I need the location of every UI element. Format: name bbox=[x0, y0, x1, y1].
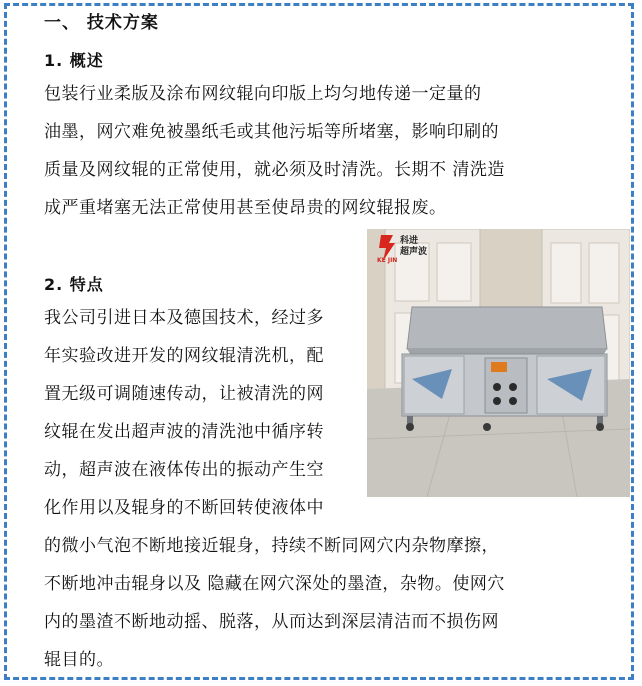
section-title: 一、 技术方案 bbox=[44, 13, 159, 33]
features-line: 辊目的。 bbox=[44, 650, 114, 670]
features-line: 年实验改进开发的网纹辊清洗机，配 bbox=[44, 346, 324, 366]
overview-line: 油墨，网穴难免被墨纸毛或其他污垢等所堵塞，影响印刷的 bbox=[44, 122, 499, 142]
features-line: 内的墨渣不断地动摇、脱落，从而达到深层清洁而不损伤网 bbox=[44, 612, 499, 632]
overview-heading: 1. 概述 bbox=[44, 51, 104, 70]
features-line: 纹辊在发出超声波的清洗池中循序转 bbox=[44, 422, 324, 442]
logo-latin: KE JIN bbox=[377, 257, 398, 264]
overview-line: 成严重堵塞无法正常使用甚至使昂贵的网纹辊报废。 bbox=[44, 198, 447, 218]
features-line: 化作用以及辊身的不断回转使液体中 bbox=[44, 498, 324, 518]
features-line: 置无级可调随速传动，让被清洗的网 bbox=[44, 384, 324, 404]
machine-photo bbox=[367, 229, 630, 497]
ultrasonic-cleaner-illustration bbox=[367, 229, 630, 497]
features-line: 不断地冲击辊身以及 隐藏在网穴深处的墨渣，杂物。使网穴 bbox=[44, 574, 505, 594]
logo-subtext: 超声波 bbox=[400, 247, 428, 257]
features-line: 我公司引进日本及德国技术，经过多 bbox=[44, 308, 324, 328]
features-line: 的微小气泡不断地接近辊身，持续不断同网穴内杂物摩擦， bbox=[44, 536, 499, 556]
features-line: 动，超声波在液体传出的振动产生空 bbox=[44, 460, 324, 480]
features-heading: 2. 特点 bbox=[44, 275, 104, 294]
overview-line: 包装行业柔版及涂布网纹辊向印版上均匀地传递一定量的 bbox=[44, 84, 482, 104]
logo-text: 科进 bbox=[400, 236, 419, 246]
overview-line: 质量及网纹辊的正常使用，就必须及时清洗。长期不 清洗造 bbox=[44, 160, 505, 180]
